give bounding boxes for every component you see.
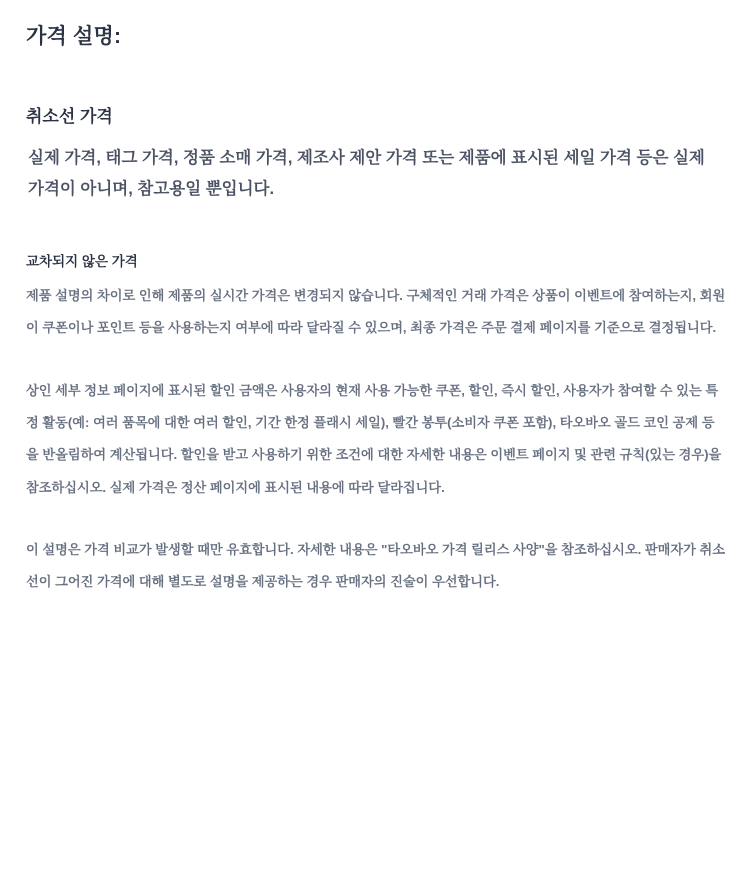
sub-heading-non-crossed-price: 교차되지 않은 가격 <box>26 254 138 270</box>
paragraph-discount-calculation: 상인 세부 정보 페이지에 표시된 할인 금액은 사용자의 현재 사용 가능한 쿠폰, 할인, 즉시 할인, 사용자가 참여할 수 있는 특정 활동(예: 여러 품목에 대한 여러 할인, 기간 한정 플래시 세일), 빨간 봉투(소비자 쿠폰 포함), 타오바오 골드 코인 공제 등을 반올림하여 계산됩니다. 할인을 받고 사용하기 위한 조건에 대한 자세한 내용은 이벤트 페이지 및 관련 규칙(있는 경우)을 참조하십시오. 실제 가격은 정산 페이지에 표시된 내용에 따라 달라집니다. <box>26 382 722 495</box>
paragraph-price-variation: 제품 설명의 차이로 인해 제품의 실시간 가격은 변경되지 않습니다. 구체적인 거래 가격은 상품이 이벤트에 참여하는지, 회원이 쿠폰이나 포인트 등을 사용하는지 여부에 따라 달라질 수 있으며, 최종 가격은 주문 결제 페이지를 기준으로 결정됩니다. <box>26 288 726 336</box>
lead-paragraph: 실제 가격, 태그 가격, 정품 소매 가격, 제조사 제안 가격 또는 제품에 표시된 세일 가격 등은 실제 가격이 아니며, 참고용일 뿐입니다. <box>28 149 705 198</box>
section-heading-strikethrough-price: 취소선 가격 <box>26 107 113 126</box>
page-title: 가격 설명: <box>26 25 122 48</box>
paragraph-validity-note: 이 설명은 가격 비교가 발생할 때만 유효합니다. 자세한 내용은 "타오바오 가격 릴리스 사양"을 참조하십시오. 판매자가 취소선이 그어진 가격에 대해 별도로 설명을 제공하는 경우 판매자의 진술이 우선합니다. <box>26 542 726 590</box>
